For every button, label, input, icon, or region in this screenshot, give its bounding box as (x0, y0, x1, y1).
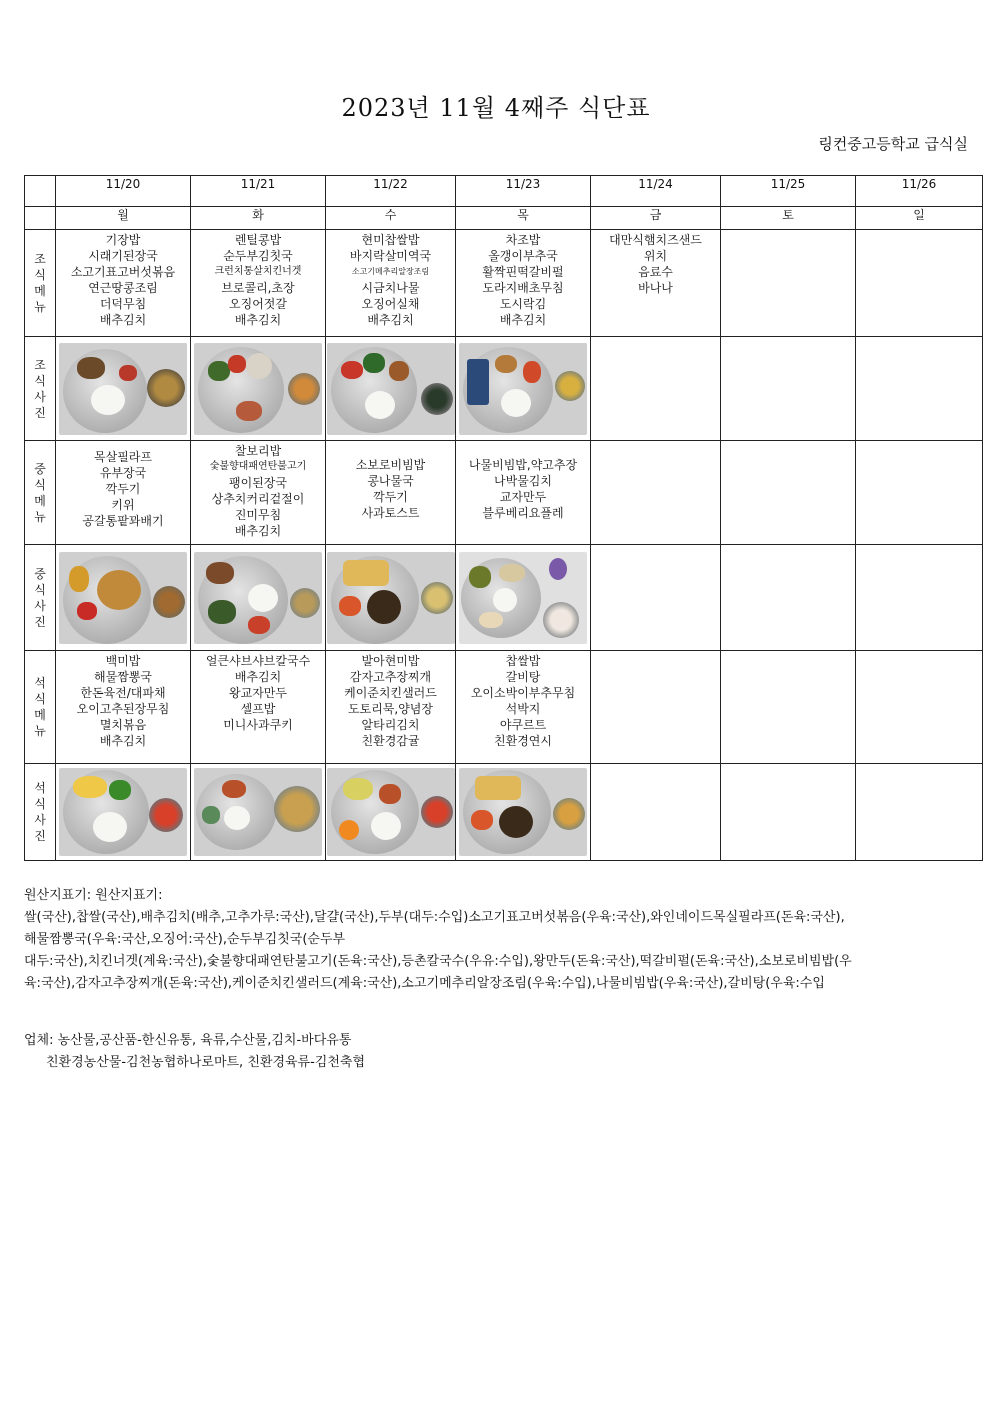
label-char: 진 (34, 405, 46, 420)
corner-cell (25, 207, 56, 230)
menu-cell (56, 230, 191, 337)
meal-photo (327, 552, 455, 644)
photo-cell-empty (856, 337, 983, 441)
menu-cell-empty (721, 230, 856, 337)
menu-item: 도시락김 (499, 297, 547, 311)
weekly-menu-table (24, 175, 983, 861)
supplier-line: 업체: 농산물,공산품-한신유통, 육류,수산물,김치-바다유통 (24, 1033, 352, 1048)
date-header: 11/25 (721, 176, 856, 207)
row-label (25, 441, 56, 545)
dinner-menu-row (25, 651, 983, 764)
row-label (25, 764, 56, 861)
page-title: 2023년 11월 4째주 식단표 (341, 94, 651, 122)
menu-item: 바나나 (638, 281, 673, 295)
menu-item: 올갱이부추국 (488, 249, 558, 263)
day-row (25, 207, 983, 230)
menu-item: 찰보리밥 (234, 444, 282, 458)
day-header: 월 (56, 207, 191, 230)
menu-cell-empty (591, 651, 721, 764)
origin-notes (24, 885, 974, 995)
menu-item: 나박물김치 (494, 474, 552, 488)
label-char: 식 (34, 797, 46, 811)
menu-cell-empty (856, 441, 983, 545)
meal-photo (459, 552, 587, 644)
menu-item: 배추김치 (234, 313, 282, 327)
date-header: 11/23 (456, 176, 591, 207)
label-char: 석 (34, 781, 46, 795)
menu-item: 브로콜리,초장 (221, 281, 295, 295)
photo-cell (191, 764, 326, 861)
photo-cell (456, 337, 591, 441)
menu-item: 오징어실채 (361, 297, 420, 311)
label-char: 뉴 (34, 509, 46, 524)
photo-cell (326, 337, 456, 441)
menu-item: 교자만두 (499, 490, 547, 504)
label-char: 식 (34, 582, 46, 597)
menu-cell (456, 651, 591, 764)
supplier-line: 친환경농산물-김천농협하나로마트, 친환경육류-김천축협 (46, 1055, 366, 1070)
date-header: 11/21 (191, 176, 326, 207)
photo-cell-empty (721, 545, 856, 651)
menu-item: 멸치볶음 (99, 718, 147, 732)
menu-item: 시래기된장국 (88, 249, 158, 263)
menu-cell (456, 230, 591, 337)
meal-photo (194, 552, 322, 644)
meal-photo (59, 768, 187, 856)
label-char: 메 (34, 493, 46, 508)
photo-cell-empty (721, 337, 856, 441)
lunch-menu-row (25, 441, 983, 545)
label-char: 중 (34, 566, 46, 581)
menu-item: 위치 (643, 249, 668, 263)
label-char: 식 (34, 692, 46, 706)
day-header: 토 (721, 207, 856, 230)
menu-cell (326, 230, 456, 337)
menu-cell (191, 230, 326, 337)
menu-item: 공갈통팥꽈배기 (82, 514, 164, 528)
row-label (25, 337, 56, 441)
menu-item: 바지락살미역국 (349, 249, 432, 263)
menu-item: 갈비탕 (505, 670, 541, 684)
row-label (25, 545, 56, 651)
label-char: 사 (34, 813, 46, 827)
menu-item: 소고기메추리알장조림 (351, 267, 430, 276)
origin-line: 쌀(국산),찹쌀(국산),배추김치(배추,고추가루:국산),달걀(국산),두부(대두:수입)소고기표고버섯볶음(우육:국산),와인네이드목실필라프(돈육:국산), (24, 910, 845, 925)
photo-cell (56, 764, 191, 861)
menu-item: 진미무침 (234, 508, 282, 522)
origin-heading: 원산지표기: 원산지표기: (24, 888, 163, 903)
menu-cell (56, 441, 191, 545)
menu-item: 감자고추장찌개 (349, 670, 432, 684)
menu-item: 찹쌀밥 (505, 654, 541, 668)
menu-item: 음료수 (638, 265, 673, 279)
label-char: 식 (34, 373, 46, 388)
menu-item: 왕교자만두 (229, 686, 287, 700)
menu-item: 발아현미밥 (361, 654, 420, 668)
meal-photo (194, 768, 322, 856)
lunch-photo-row (25, 545, 983, 651)
photo-cell (456, 764, 591, 861)
dinner-photo-row (25, 764, 983, 861)
menu-item: 알타리김치 (361, 718, 420, 732)
label-char: 사 (34, 598, 46, 613)
menu-item: 시금치나물 (361, 281, 420, 295)
menu-item: 야쿠르트 (499, 718, 547, 732)
menu-item: 배추김치 (234, 524, 282, 538)
menu-item: 활짝핀떡갈비펄 (482, 265, 564, 279)
menu-item: 사과토스트 (361, 506, 420, 520)
school-name: 링컨중고등학교 급식실 (818, 135, 968, 153)
menu-item: 깍두기 (373, 490, 408, 504)
photo-cell-empty (856, 764, 983, 861)
menu-item: 배추김치 (234, 670, 282, 684)
label-char: 메 (34, 284, 46, 298)
menu-item: 순두부김칫국 (223, 249, 293, 263)
menu-item: 더덕무침 (99, 297, 147, 311)
menu-item: 소고기표고버섯볶음 (70, 265, 176, 279)
day-header: 수 (326, 207, 456, 230)
menu-item: 블루베리요플레 (482, 506, 564, 520)
photo-cell-empty (591, 545, 721, 651)
date-header: 11/20 (56, 176, 191, 207)
date-header: 11/22 (326, 176, 456, 207)
menu-item: 배추김치 (99, 734, 147, 748)
menu-item: 렌틸콩밥 (234, 233, 282, 247)
breakfast-menu-row (25, 230, 983, 337)
label-char: 식 (34, 268, 46, 282)
menu-item: 셀프밥 (240, 702, 276, 716)
menu-cell (456, 441, 591, 545)
day-header: 일 (856, 207, 983, 230)
photo-cell (56, 337, 191, 441)
corner-cell (25, 176, 56, 207)
menu-item: 목살필라프 (94, 450, 152, 464)
menu-item: 크런치통살치킨너겟 (214, 266, 302, 277)
menu-item: 오이소박이부추무침 (470, 686, 576, 700)
label-char: 뉴 (34, 300, 46, 314)
menu-item: 오징어젓갈 (229, 297, 287, 311)
menu-item: 케이준치킨샐러드 (344, 686, 437, 700)
menu-item: 배추김치 (99, 313, 147, 327)
meal-photo (459, 343, 587, 435)
label-char: 석 (34, 676, 46, 690)
menu-cell (191, 651, 326, 764)
breakfast-photo-row (25, 337, 983, 441)
menu-item: 숯불향대패연탄불고기 (209, 461, 307, 472)
menu-item: 오이고추된장무침 (76, 702, 170, 716)
label-char: 조 (34, 252, 46, 266)
meal-photo (59, 552, 187, 644)
menu-item: 얼큰샤브샤브칼국수 (205, 654, 311, 668)
row-label (25, 651, 56, 764)
menu-item: 콩나물국 (367, 474, 414, 488)
origin-line: 육:국산),감자고추장찌개(돈육:국산),케이준치킨샐러드(계육:국산),소고기메추리알장조림(우육:수입),나물비빔밥(우육:국산),갈비탕(우육:수입 (24, 976, 825, 991)
menu-cell (326, 441, 456, 545)
meal-photo (194, 343, 322, 435)
photo-cell-empty (591, 764, 721, 861)
menu-item: 석박지 (505, 702, 541, 716)
menu-item: 해물짬뽕국 (94, 670, 152, 684)
menu-cell-empty (856, 651, 983, 764)
menu-item: 기장밥 (105, 233, 141, 247)
origin-line: 해물짬뽕국(우육:국산,오징어:국산),순두부김칫국(순두부 (24, 932, 346, 947)
meal-photo (459, 768, 587, 856)
menu-cell-empty (591, 441, 721, 545)
origin-line: 대두:국산),치킨너겟(계육:국산),숯불향대패연탄불고기(돈육:국산),등촌칼국수(우유:수입),왕만두(돈육:국산),떡갈비펄(돈육:국산),소보로비빔밥(우 (24, 954, 852, 969)
day-header: 목 (456, 207, 591, 230)
menu-item: 친환경감귤 (361, 734, 420, 748)
supplier-info (24, 1030, 365, 1074)
menu-item: 대만식햄치즈샌드 (609, 233, 702, 247)
meal-photo (327, 768, 455, 856)
label-char: 중 (34, 461, 46, 476)
menu-item: 배추김치 (499, 313, 547, 327)
menu-item: 나물비빔밥,약고추장 (468, 458, 578, 472)
date-row (25, 176, 983, 207)
row-label (25, 230, 56, 337)
label-char: 진 (34, 829, 46, 843)
meal-photo (59, 343, 187, 435)
photo-cell (326, 545, 456, 651)
photo-cell (191, 337, 326, 441)
menu-item: 깍두기 (105, 482, 141, 496)
menu-item: 차조밥 (505, 233, 541, 247)
menu-item: 소보로비빔밥 (355, 458, 426, 472)
label-char: 사 (34, 389, 46, 404)
date-header: 11/26 (856, 176, 983, 207)
menu-cell (191, 441, 326, 545)
photo-cell (456, 545, 591, 651)
label-char: 진 (34, 614, 46, 629)
day-header: 화 (191, 207, 326, 230)
menu-cell (56, 651, 191, 764)
photo-cell-empty (591, 337, 721, 441)
menu-item: 백미밥 (105, 654, 141, 668)
photo-cell (326, 764, 456, 861)
menu-item: 연근땅콩조림 (88, 281, 158, 295)
menu-item: 도라지배초무침 (482, 281, 564, 295)
day-header: 금 (591, 207, 721, 230)
menu-item: 한돈육전/대파채 (80, 686, 166, 700)
menu-cell (326, 651, 456, 764)
photo-cell-empty (856, 545, 983, 651)
label-char: 뉴 (34, 724, 46, 738)
photo-cell-empty (721, 764, 856, 861)
menu-cell-empty (856, 230, 983, 337)
menu-cell-empty (721, 651, 856, 764)
menu-item: 팽이된장국 (229, 476, 287, 490)
menu-item: 배추김치 (367, 313, 414, 327)
label-char: 식 (34, 477, 46, 492)
label-char: 조 (34, 357, 46, 372)
menu-cell (591, 230, 721, 337)
menu-item: 유부장국 (99, 466, 147, 480)
label-char: 메 (34, 708, 46, 722)
menu-item: 현미찹쌀밥 (361, 233, 420, 247)
photo-cell (191, 545, 326, 651)
photo-cell (56, 545, 191, 651)
menu-item: 도토리묵,양념장 (348, 702, 433, 716)
menu-cell-empty (721, 441, 856, 545)
menu-item: 키위 (111, 498, 135, 512)
menu-item: 미니사과쿠키 (223, 718, 293, 732)
meal-photo (327, 343, 455, 435)
menu-item: 친환경연시 (494, 734, 552, 748)
menu-item: 상추치커리겉절이 (211, 492, 305, 506)
date-header: 11/24 (591, 176, 721, 207)
